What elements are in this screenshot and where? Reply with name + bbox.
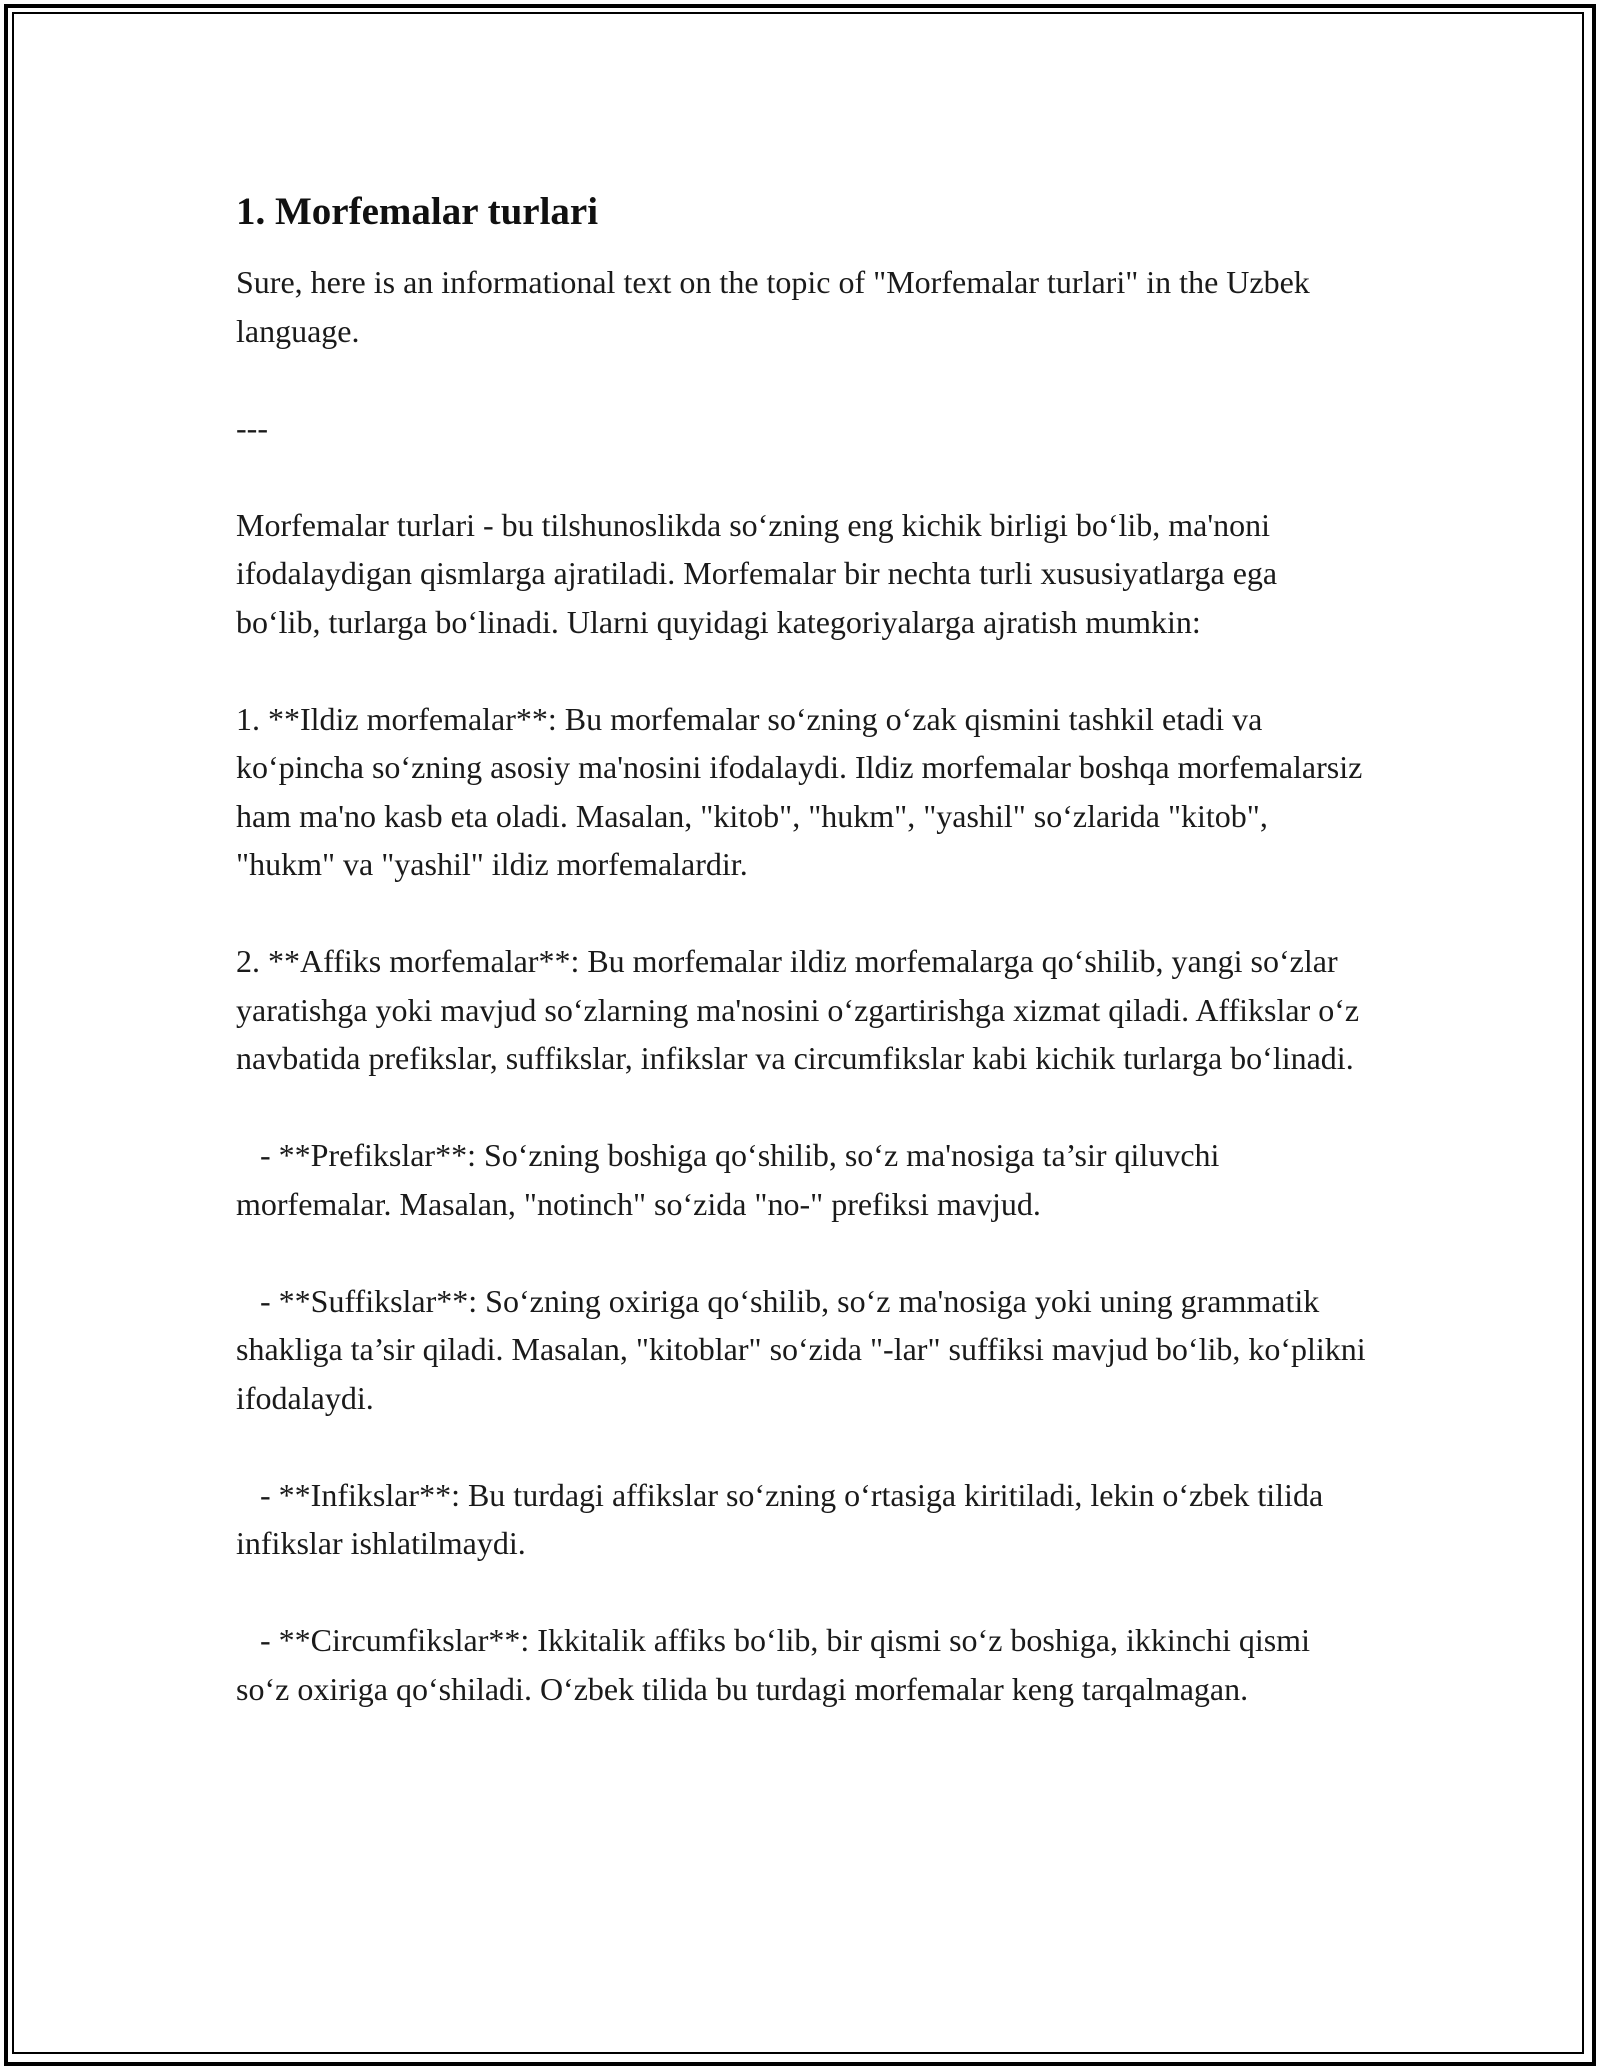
separator-line: --- [236,409,268,446]
list-item: - **Circumfikslar**: Ikkitalik affiks bo‘lib, bir qismi so‘z boshiga, ikkinchi qismi so‘z oxiriga qo‘shiladi. O‘zbek tilida bu turdagi morfemalar keng tarqalmagan. [236,1622,1318,1707]
spacer [236,452,1366,501]
spacer [236,646,1366,695]
document-heading: 1. Morfemalar turlari [236,190,599,233]
body-paragraph: 1. **Ildiz morfemalar**: Bu morfemalar so‘zning o‘zak qismini tashkil etadi va ko‘pincha so‘zning asosiy ma'nosini ifodalaydi. Ildiz morfemalar boshqa morfemalarsiz ham ma'no kasb eta oladi. Masalan, "kitob", "hukm", "yashil" so‘zlarida "kitob", "hukm" va "yashil" ildiz morfemalardir. [236,700,1371,882]
spacer [236,1422,1366,1471]
spacer [236,355,1366,404]
spacer [236,1228,1366,1277]
spacer [236,1568,1366,1617]
list-item: - **Suffikslar**: So‘zning oxiriga qo‘shilib, so‘z ma'nosiga yoki uning grammatik shakliga ta’sir qiladi. Masalan, "kitoblar" so‘zida "-lar" suffiksi mavjud bo‘lib, ko‘plikni ifodalaydi. [236,1282,1374,1416]
list-item: - **Prefikslar**: So‘zning boshiga qo‘shilib, so‘z ma'nosiga ta’sir qiluvchi morfemalar. Masalan, "notinch" so‘zida "no-" prefiksi mavjud. [236,1137,1228,1222]
intro-paragraph: Sure, here is an informational text on the topic of "Morfemalar turlari" in the Uzbek language. [236,264,1318,349]
body-paragraph: Morfemalar turlari - bu tilshunoslikda so‘zning eng kichik birligi bo‘lib, ma'noni ifodalaydigan qismlarga ajratiladi. Morfemalar bir nechta turli xususiyatlarga ega bo‘lib, turlarga bo‘linadi. Ularni quyidagi kategoriyalarga ajratish mumkin: [236,506,1286,640]
list-item: - **Infikslar**: Bu turdagi affikslar so‘zning o‘rtasiga kiritiladi, lekin o‘zbek tilida infikslar ishlatilmaydi. [236,1476,1332,1561]
document-body [236,186,1374,1713]
spacer [236,1083,1366,1132]
body-paragraph: 2. **Affiks morfemalar**: Bu morfemalar ildiz morfemalarga qo‘shilib, yangi so‘zlar yaratishga yoki mavjud so‘zlarning ma'nosini o‘zgartirishga xizmat qiladi. Affikslar o‘z navbatida prefikslar, suffikslar, infikslar va circumfikslar kabi kichik turlarga bo‘linadi. [236,943,1368,1076]
spacer [236,889,1366,938]
